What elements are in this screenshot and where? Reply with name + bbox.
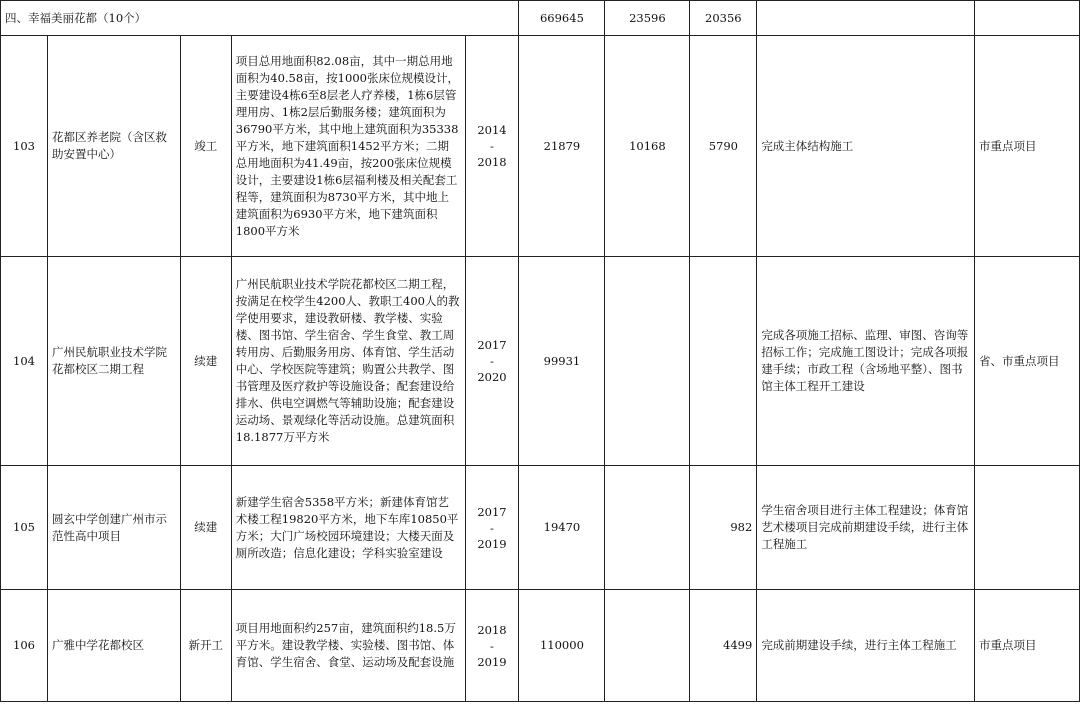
year-separator: - [490, 520, 494, 535]
table-row [1, 466, 1080, 590]
project-name: 广州民航职业技术学院花都校区二期工程 [47, 257, 180, 466]
project-years [465, 36, 519, 257]
row-number: 105 [1, 466, 48, 590]
year-end: 2019 [477, 536, 507, 551]
annual-plan [690, 257, 757, 466]
invested-to-date [605, 590, 690, 702]
section-level-cell [975, 1, 1080, 36]
year-end: 2018 [477, 155, 507, 169]
project-years [465, 466, 519, 590]
project-type: 续建 [180, 466, 231, 590]
project-years [465, 590, 519, 702]
year-start: 2017 [477, 504, 507, 519]
project-type: 续建 [180, 257, 231, 466]
row-number: 106 [1, 590, 48, 702]
annual-plan: 5790 [690, 36, 757, 257]
section-progress-cell [757, 1, 975, 36]
total-investment: 110000 [519, 590, 605, 702]
project-name: 花都区养老院（含区救助安置中心） [47, 36, 180, 257]
year-start: 2017 [477, 338, 507, 352]
total-investment: 19470 [519, 466, 605, 590]
total-investment: 21879 [519, 36, 605, 257]
year-start: 2018 [477, 622, 507, 637]
table-row [1, 257, 1080, 466]
row-number: 103 [1, 36, 48, 257]
project-description: 新建学生宿舍5358平方米；新建体育馆艺术楼工程19820平方米，地下车库10850平方米；大门广场校园环境建设；大楼天面及厕所改造；信息化建设；学科实验室建设 [231, 466, 465, 590]
project-level [975, 466, 1080, 590]
section-header-row [1, 1, 1080, 36]
progress-plan: 学生宿舍项目进行主体工程建设；体育馆艺术楼项目完成前期建设手续，进行主体工程施工 [757, 466, 975, 590]
invested-to-date: 10168 [605, 36, 690, 257]
progress-plan: 完成主体结构施工 [757, 36, 975, 257]
project-level: 市重点项目 [975, 590, 1080, 702]
project-description: 广州民航职业技术学院花都校区二期工程，按满足在校学生4200人、教职工400人的教学使用要求，建设教研楼、教学楼、实验楼、图书馆、学生宿舍、学生食堂、教工周转用房、后勤服务用房、体育馆、学生活动中心、学校医院等建筑；购置公共教学、图书管理及医疗救护等设施设备；配套建设给排水、供电空调燃气等辅助设施；配套建设运动场、景观绿化等活动设施。总建筑面积18.1877万平方米 [231, 257, 465, 466]
progress-plan: 完成各项施工招标、监理、审图、咨询等招标工作；完成施工图设计；完成各项报建手续；市政工程（含场地平整）、图书馆主体工程开工建设 [757, 257, 975, 466]
annual-plan: 4499 [690, 590, 757, 702]
year-start: 2014 [477, 123, 507, 137]
project-type: 竣工 [180, 36, 231, 257]
year-end: 2020 [477, 370, 507, 384]
year-end: 2019 [477, 654, 507, 669]
project-name: 圆玄中学创建广州市示范性高中项目 [47, 466, 180, 590]
total-investment: 99931 [519, 257, 605, 466]
annual-plan: 982 [690, 466, 757, 590]
invested-to-date [605, 257, 690, 466]
project-name: 广雅中学花都校区 [47, 590, 180, 702]
section-title: 四、幸福美丽花都（10个） [1, 1, 519, 36]
table-row [1, 590, 1080, 702]
section-invested-to-date: 23596 [605, 1, 690, 36]
progress-plan: 完成前期建设手续，进行主体工程施工 [757, 590, 975, 702]
invested-to-date [605, 466, 690, 590]
project-level: 市重点项目 [975, 36, 1080, 257]
project-level: 省、市重点项目 [975, 257, 1080, 466]
section-total-investment: 669645 [519, 1, 605, 36]
table-row [1, 36, 1080, 257]
section-annual-plan: 20356 [690, 1, 757, 36]
project-description: 项目总用地面积82.08亩，其中一期总用地面积为40.58亩，按1000张床位规模设计，主要建设4栋6至8层老人疗养楼，1栋6层管理用房、1栋2层后勤服务楼；建筑面积为36790平方米，其中地上建筑面积为35338平方米，地下建筑面积1452平方米；二期总用地面积为41.49亩，按200张床位规模设计，主要建设1栋6层福利楼及相关配套工程等，建筑面积为8730平方米，其中地上建筑面积为6930平方米，地下建筑面积1800平方米 [231, 36, 465, 257]
row-number: 104 [1, 257, 48, 466]
project-description: 项目用地面积约257亩，建筑面积约18.5万平方米。建设教学楼、实验楼、图书馆、体育馆、学生宿舍、食堂、运动场及配套设施 [231, 590, 465, 702]
year-separator: - [490, 354, 494, 368]
project-type: 新开工 [180, 590, 231, 702]
year-separator: - [490, 139, 494, 153]
year-separator: - [490, 638, 494, 653]
project-years [465, 257, 519, 466]
